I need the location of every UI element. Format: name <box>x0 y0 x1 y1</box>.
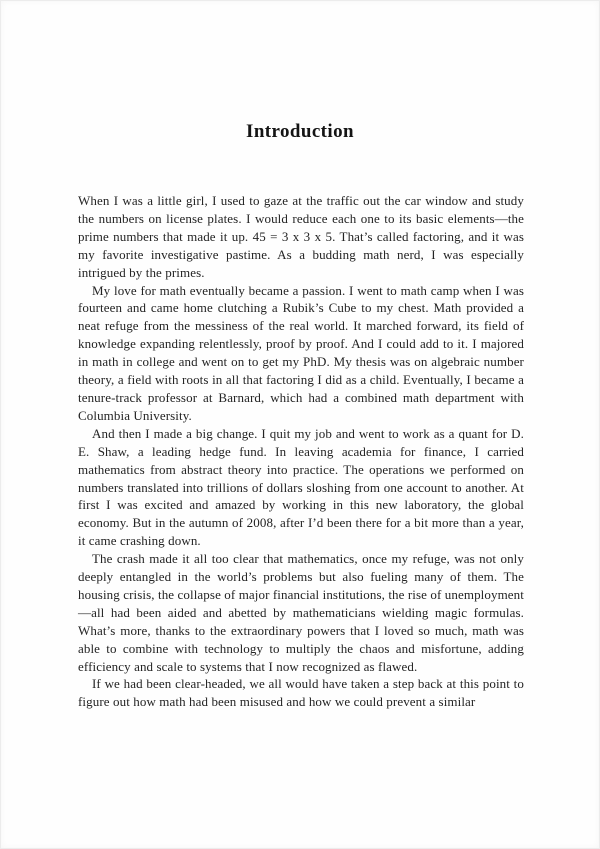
chapter-body <box>78 192 524 711</box>
paragraph-2: My love for math eventually became a passion. I went to math camp when I was fourteen and came home clutching a Rubik’s Cube to my chest. Math provided a neat refuge from the messiness of the real world. It marched forward, its field of knowledge expanding relentlessly, proof by proof. And I could add to it. I majored in math in college and went on to get my PhD. My thesis was on algebraic number theory, a field with roots in all that factoring I did as a child. Eventually, I became a tenure-track professor at Barnard, which had a combined math department with Columbia University. <box>78 282 524 423</box>
paragraph-1: When I was a little girl, I used to gaze at the traffic out the car window and study the numbers on license plates. I would reduce each one to its basic elements—the prime numbers that made it up. 45 = 3 x 3 x 5. That’s called factoring, and it was my favorite investigative pastime. As a budding math nerd, I was especially intrigued by the primes. <box>78 193 524 280</box>
paragraph-3: And then I made a big change. I quit my job and went to work as a quant for D. E. Shaw, a leading hedge fund. In leaving academia for finance, I carried mathematics from abstract theory into practice. The operations we performed on numbers translated into trillions of dollars sloshing from one account to another. At first I was excited and amazed by working in this new laboratory, the global economy. But in the autumn of 2008, after I’d been there for a bit more than a year, it came crashing down. <box>78 425 524 549</box>
paragraph-4: The crash made it all too clear that mathematics, once my refuge, was not only deeply entangled in the world’s problems but also fueling many of them. The housing crisis, the collapse of major financial institutions, the rise of unemployment—all had been aided and abetted by mathematicians wielding magic formulas. What’s more, thanks to the extraordinary powers that I loved so much, math was able to combine with technology to multiply the chaos and misfortune, adding efficiency and scale to systems that I now recognized as flawed. <box>78 551 524 674</box>
chapter-title: Introduction <box>246 121 354 142</box>
paragraph-5: If we had been clear-headed, we all would have taken a step back at this point to figure out how math had been misused and how we could prevent a similar <box>78 676 524 710</box>
